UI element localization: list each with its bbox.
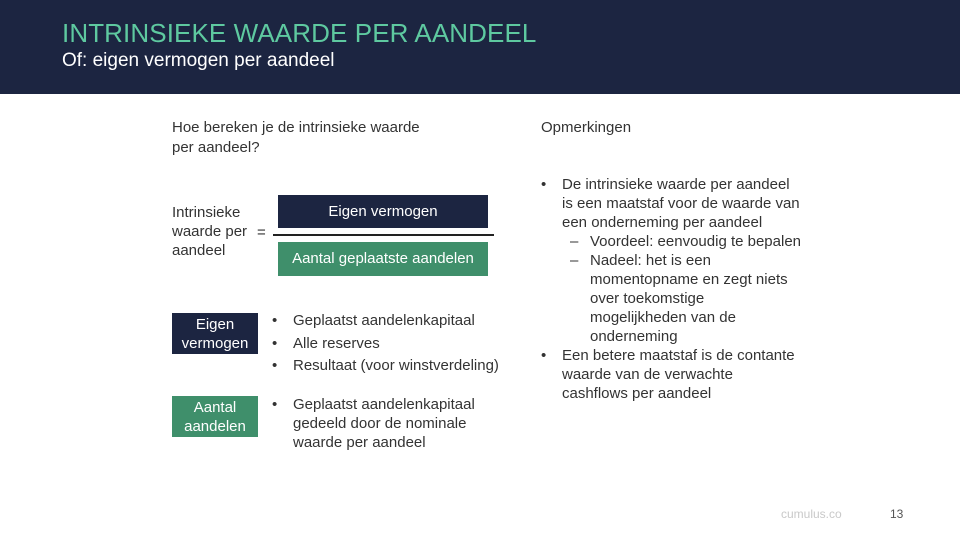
note-item [541,346,801,403]
formula-label [172,203,247,260]
footer-site: cumulus.co [781,507,842,521]
equals-sign: = [257,224,266,241]
note-subitem [541,251,801,346]
list-item [272,311,499,330]
dash-icon: – [570,233,579,250]
list-item [272,356,499,375]
bullet-icon: • [272,357,278,374]
list-item-text: Geplaatst aandelenkapitaal [293,312,475,329]
list-item [272,334,499,353]
aantal-box-line1: Aantal [193,398,237,416]
header-bar [0,0,960,94]
list-item-text: Geplaatst aandelenkapitaal gedeeld door de nominale waarde per aandeel [293,396,475,451]
slide-subtitle: Of: eigen vermogen per aandeel [62,50,335,71]
list-item-text: Alle reserves [293,334,380,352]
notes-list [541,175,801,403]
formula-label-line3: aandeel [172,242,226,259]
slide-title: INTRINSIEKE WAARDE PER AANDEEL [62,18,537,48]
left-heading-line1: Hoe bereken je de intrinsieke waarde [172,119,420,136]
formula-label-line2: waarde per [172,223,248,240]
fraction-line [273,234,494,236]
formula-label-line1: Intrinsieke [172,204,241,221]
note-subtext: Voordeel: eenvoudig te bepalen [590,233,802,250]
list-item [272,395,502,452]
page-number: 13 [890,507,904,521]
eigen-box-line1: Eigen [195,315,235,333]
bullet-icon: • [541,176,547,193]
formula-denominator: Aantal geplaatste aandelen [278,242,488,276]
aantal-aandelen-box [172,396,258,437]
right-heading: Opmerkingen [541,119,632,136]
left-heading-line2: per aandeel? [172,139,260,156]
note-text: De intrinsieke waarde per aandeel is een maatstaf voor de waarde van een onderneming per aandeel [562,176,800,231]
note-subtext: Nadeel: het is een momentopname en zegt niets over toekomstige mogelijkheden van de onderneming [590,252,788,345]
bullet-icon: • [272,312,278,329]
bullet-icon: • [541,347,547,364]
note-subitem [541,232,801,251]
aantal-box-line2: aandelen [184,417,246,435]
eigen-vermogen-box [172,313,258,354]
aantal-aandelen-list [272,395,502,452]
list-item-text: Resultaat (voor winstverdeling) [293,357,499,374]
note-item [541,175,801,232]
eigen-box-line2: vermogen [181,334,249,352]
bullet-icon: • [272,396,278,413]
eigen-vermogen-list [272,311,499,379]
dash-icon: – [570,252,579,269]
bullet-icon: • [272,334,278,352]
left-heading [172,118,420,158]
formula-numerator: Eigen vermogen [278,195,488,228]
note-text: Een betere maatstaf is de contante waarde van de verwachte cashflows per aandeel [562,347,795,402]
